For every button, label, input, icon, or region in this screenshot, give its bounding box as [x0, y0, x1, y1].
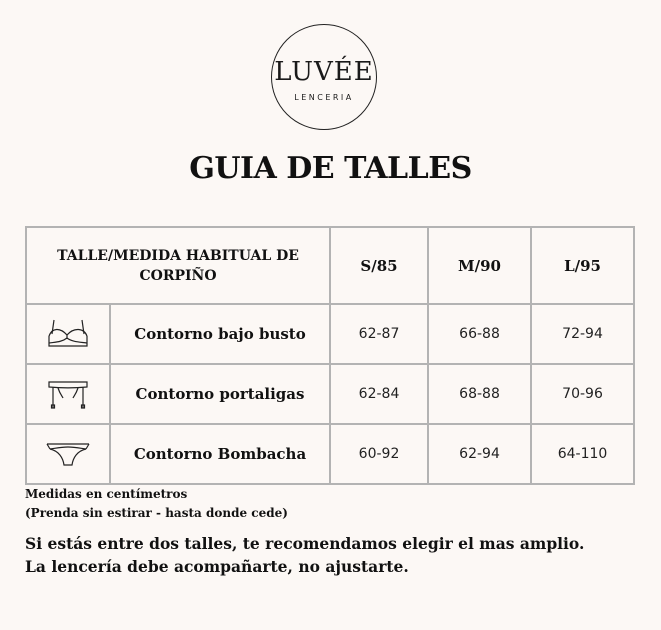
value-l: 72-94 — [531, 304, 634, 364]
value-s: 62-84 — [330, 364, 428, 424]
logo-subtitle: LENCERIA — [294, 93, 354, 102]
value-s: 62-87 — [330, 304, 428, 364]
table-header-row — [26, 227, 634, 304]
panty-icon — [45, 438, 91, 470]
value-l: 70-96 — [531, 364, 634, 424]
page-title: GUIA DE TALLES — [189, 151, 472, 186]
advice-line-2: La lencería debe acompañarte, no ajustarte. — [25, 557, 409, 576]
logo-wordmark: LUVÉE — [274, 57, 374, 87]
row-icon-cell — [26, 424, 110, 484]
size-header-l: L/95 — [531, 227, 634, 304]
measurement-notes — [25, 485, 288, 523]
size-table — [25, 226, 635, 485]
table-row — [26, 364, 634, 424]
value-m: 66-88 — [428, 304, 531, 364]
value-s: 60-92 — [330, 424, 428, 484]
table-row — [26, 424, 634, 484]
note-units: Medidas en centímetros — [25, 487, 188, 501]
row-icon-cell — [26, 304, 110, 364]
bra-icon — [46, 318, 90, 350]
row-label: Contorno portaligas — [110, 364, 330, 424]
advice-line-1: Si estás entre dos talles, te recomendamos elegir el mas amplio. — [25, 534, 585, 553]
value-l: 64-110 — [531, 424, 634, 484]
size-header-s: S/85 — [330, 227, 428, 304]
row-label: Contorno Bombacha — [110, 424, 330, 484]
value-m: 68-88 — [428, 364, 531, 424]
size-header-m: M/90 — [428, 227, 531, 304]
table-row — [26, 304, 634, 364]
note-garment: (Prenda sin estirar - hasta donde cede) — [25, 506, 288, 520]
row-label: Contorno bajo busto — [110, 304, 330, 364]
garter-belt-icon — [46, 378, 90, 410]
brand-logo — [271, 24, 377, 130]
value-m: 62-94 — [428, 424, 531, 484]
row-icon-cell — [26, 364, 110, 424]
size-advice — [25, 532, 584, 578]
header-label: TALLE/MEDIDA HABITUAL DE CORPIÑO — [26, 227, 330, 304]
